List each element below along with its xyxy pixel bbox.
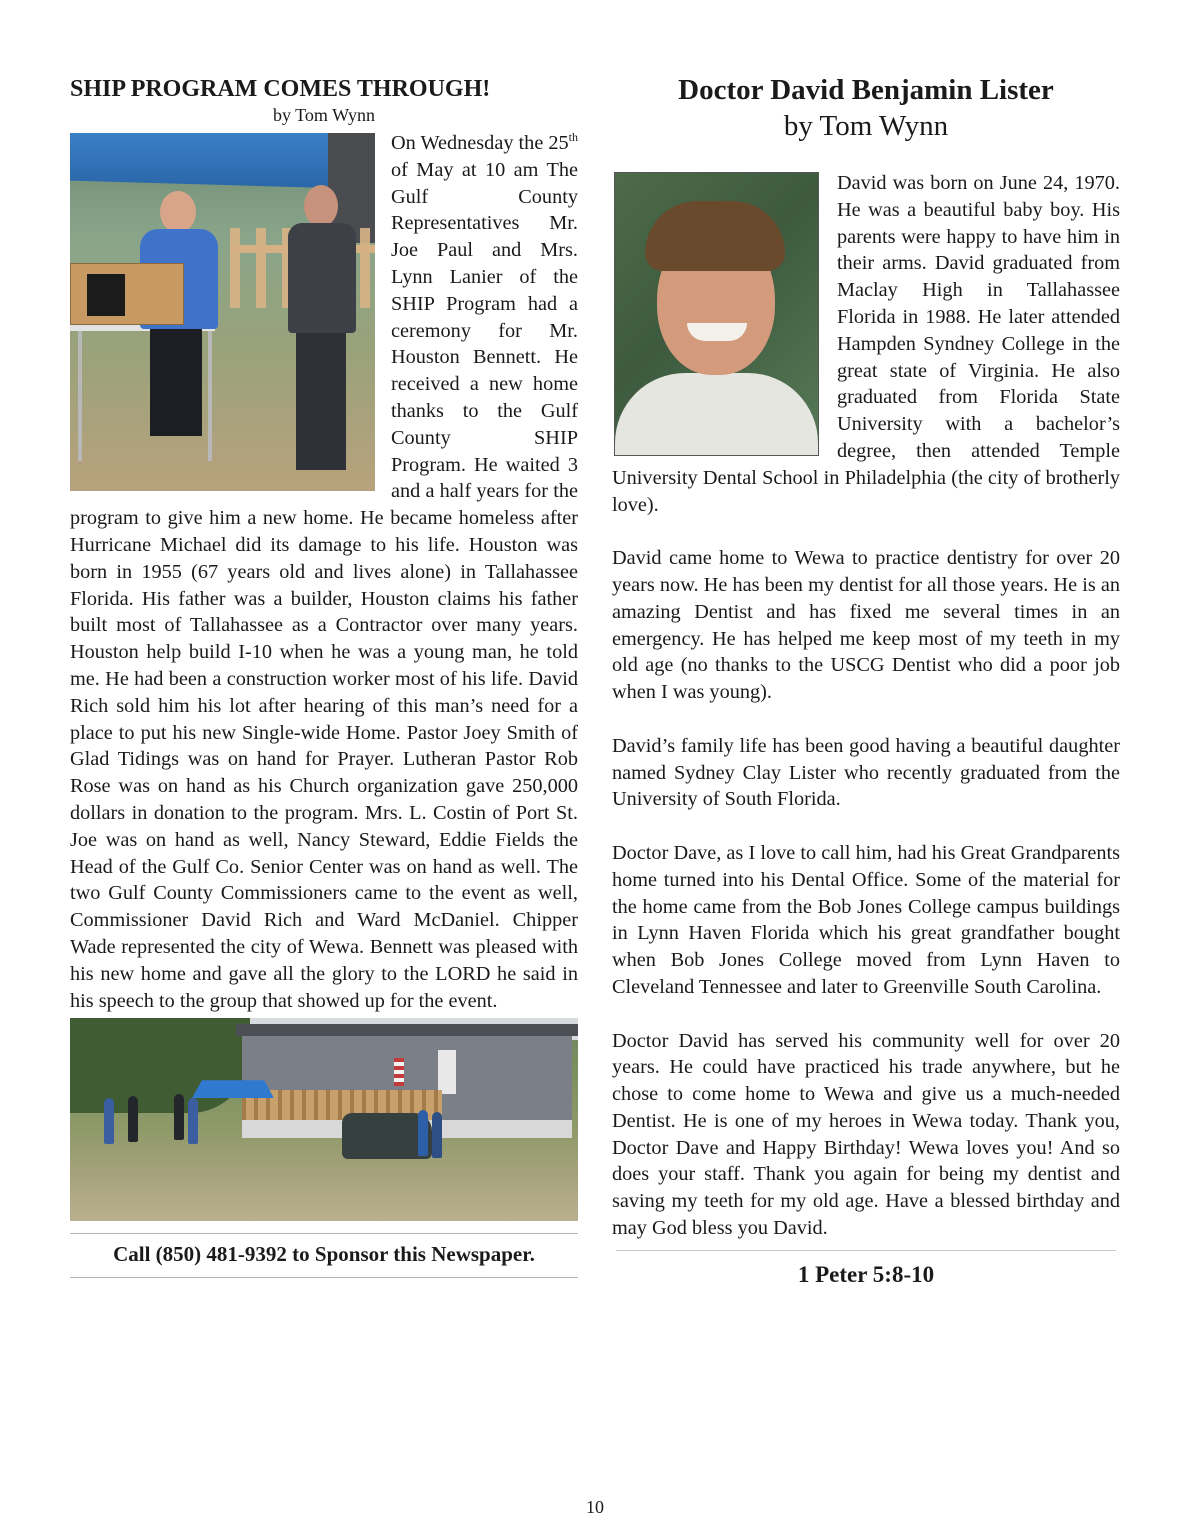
person bbox=[104, 1098, 114, 1144]
ceremony-photo bbox=[70, 133, 375, 491]
sponsor-line: Call (850) 481-9392 to Sponsor this Newspaper. bbox=[70, 1233, 578, 1278]
lister-paragraph-1: David was born on June 24, 1970. He was a beautiful baby boy. His parents were happy to have him in their arms. David graduated from Maclay High in Tallahassee Florida in 1988. He later attended Hampden Syndney College in the great state of Virginia. He also graduated from Florida State University with a bachelor’s degree, then attended Temple University Dental School in Philadelphia (the city of brotherly love). bbox=[612, 172, 1120, 516]
divider bbox=[616, 1250, 1116, 1251]
person bbox=[128, 1096, 138, 1142]
lister-paragraph-4: Doctor Dave, as I love to call him, had his Great Grandparents home turned into his Dental Office. Some of the material for the home came from the Bob Jones College campus buildings in Lynn Haven Florida which his great grandfather bought when Bob Jones College moved from Lynn Haven to Cleveland Tennessee and later to Greenville South Carolina. bbox=[612, 841, 1120, 998]
new-home-photo bbox=[70, 1018, 578, 1221]
lister-paragraph-3: David’s family life has been good having a beautiful daughter named Sydney Clay Lister who recently graduated from the University of South Florida. bbox=[612, 734, 1120, 811]
podium bbox=[70, 263, 184, 325]
ship-article bbox=[70, 70, 578, 1278]
lister-article-byline: by Tom Wynn bbox=[783, 110, 949, 142]
american-flag bbox=[394, 1058, 404, 1086]
portrait-photo bbox=[614, 172, 819, 456]
page-number: 10 bbox=[586, 1497, 604, 1517]
ship-article-body: On Wednesday the 25th of May at 10 am The Gulf County Representatives Mr. Joe Paul and Mrs. Lynn Lanier of the SHIP Program had a ceremony for Mr. Houston Bennett. He received a new home thanks to the Gulf County SHIP Program. He waited 3 and a half years for the program to give him a new home. He became homeless after Hurricane Michael did its damage to his life. Houston was born in 1955 (67 years old and lives alone) in Tallahassee Florida. His father was a builder, Houston claims his father built most of Tallahassee as a Contractor over many years. Houston help build I-10 when he was a young man, he told me. He had been a construction worker most of his life. David Rich sold him his lot after hearing of this man’s need for a place to put his new Single-wide Home. Pastor Joey Smith of Glad Tidings was on hand for Prayer. Lutheran Pastor Rob Rose was on hand as his Church organization gave 250,000 dollars in donation to the program. Mrs. L. Costin of Port St. Joe was on hand as well, Nancy Steward, Eddie Fields the Head of the Gulf Co. Senior Center was on hand as well. The two Gulf County Commissioners came to the event as well, Commissioner David Rich and Ward McDaniel. Chipper Wade represented the city of Wewa. Bennett was pleased with his new home and gave all the glory to the LORD he said in his speech to the group that showed up for the event. bbox=[70, 130, 579, 1012]
lister-article-title: Doctor David Benjamin Lister bbox=[678, 74, 1054, 106]
table-leg bbox=[78, 331, 82, 461]
bible-verse: 1 Peter 5:8-10 bbox=[797, 1261, 935, 1287]
ship-article-title: SHIP PROGRAM COMES THROUGH! bbox=[70, 76, 491, 102]
lister-article bbox=[612, 70, 1120, 1289]
trees bbox=[70, 1018, 250, 1113]
person bbox=[432, 1112, 442, 1158]
standing-figure bbox=[282, 185, 362, 485]
ship-article-byline: by Tom Wynn bbox=[273, 105, 375, 125]
person bbox=[174, 1094, 184, 1140]
person bbox=[188, 1098, 198, 1144]
ship-article-body-wrap bbox=[70, 130, 578, 1014]
lister-paragraph-5: Doctor David has served his community well for over 20 years. He could have practiced his trade anywhere, but he chose to come home to Wewa and give us a much-needed Dentist. He is one of my heroes in Wewa today. Thank you, Doctor Dave and Happy Birthday! Wewa loves you! And so does your staff. Thank you again for being my dentist and saving my teeth for my old age. Have a blessed birthday and may God bless you David. bbox=[612, 1029, 1120, 1240]
blue-tent bbox=[192, 1080, 274, 1098]
person bbox=[418, 1110, 428, 1156]
lister-paragraph-2: David came home to Wewa to practice dentistry for over 20 years now. He has been my dentist for all those years. He is an amazing Dentist and has fixed me several times in an emergency. He has helped me keep most of my teeth in my old age (no thanks to the USCG Dentist who did a poor job when I was young). bbox=[612, 547, 1120, 704]
